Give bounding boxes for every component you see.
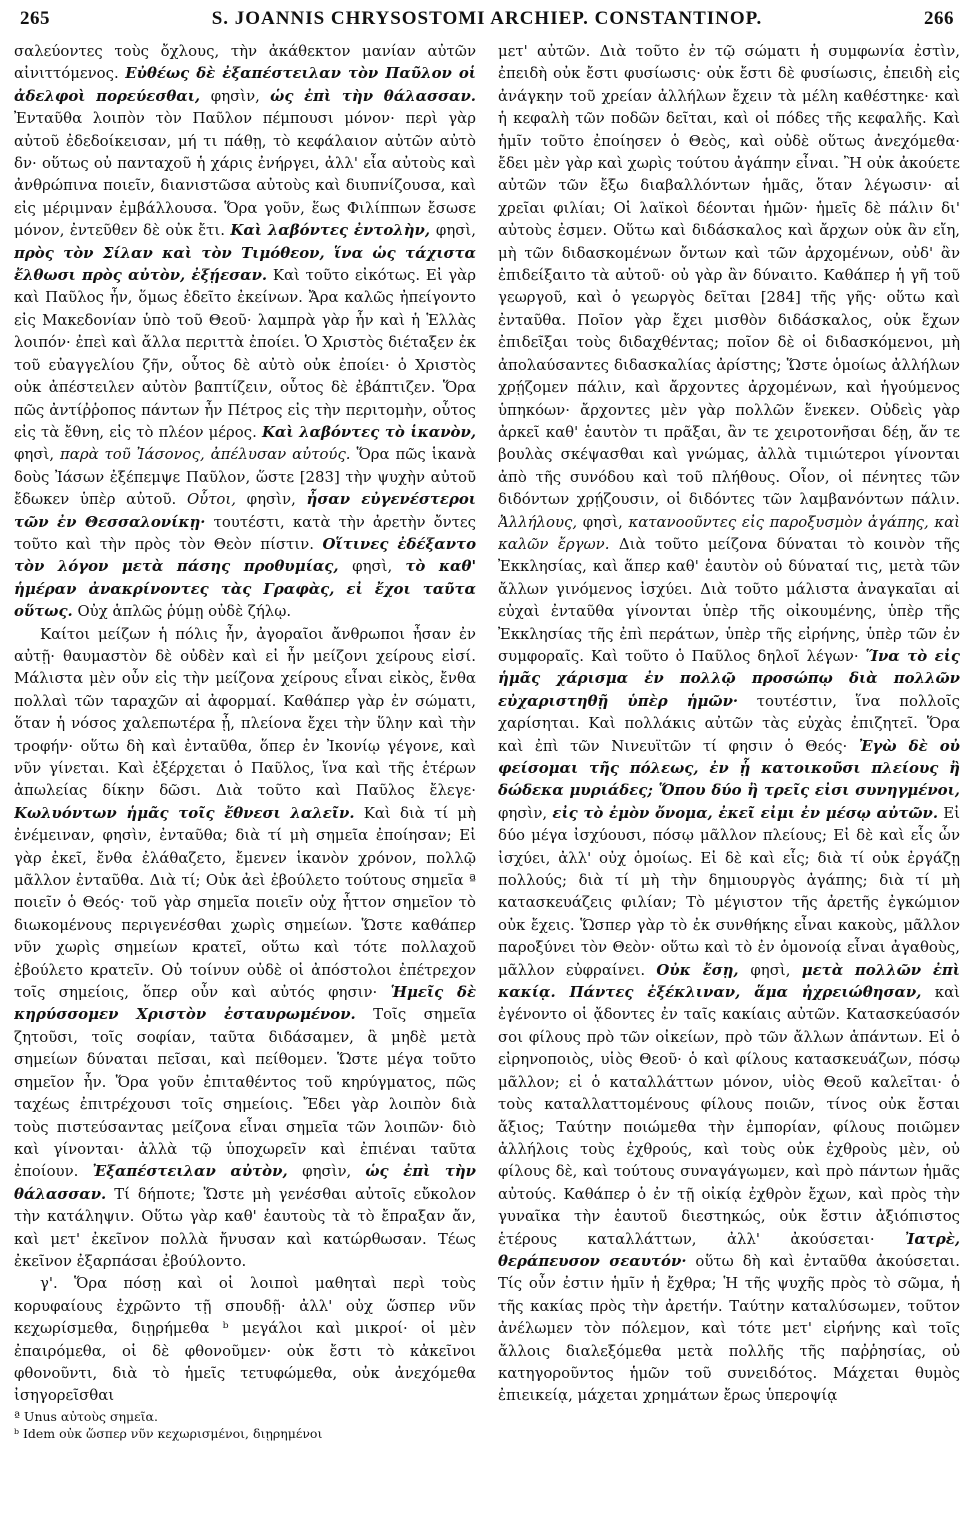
right-paragraph-1: μετ' αὐτῶν. Διὰ τοῦτο ἐν τῷ σώματι ἡ συμφωνία ἐστὶν, ἐπειδὴ οὐκ ἔστι φυσίωσις· οὐκ ἔστι δὲ φυσίωσις, ἐπειδὴ εἰς ἀνάγκην τοῦ χρείαν ἀλλήλων ἔχειν τὰ μέλη καθέστηκε· καὶ ἡ κεφαλὴ τῶν ποδῶν δεῖται, καὶ οἱ πόδες τῆς κεφαλῆς. Καὶ ἡμῖν τοῦτο ἐποίησεν ὁ Θεὸς, καὶ οὐδὲ οὕτως ἀνεχόμεθα· ἔδει μὲν γὰρ καὶ χωρὶς τούτου ἀγάπην εἶναι. Ἢ οὐκ ἀκούετε αὐτῶν τῶν ἔξω διαβαλλόντων ἡμᾶς, ὅταν λέγωσιν· αἱ χρεῖαι φιλίαι; Οἱ λαϊκοὶ δέονται ἡμῶν· ἡμεῖς δὲ πάλιν δι' αὐτοὺς ἐσμεν. Οὕτω καὶ διδάσκαλος καὶ ἄρχων οὐκ ἂν εἴη, μὴ τῶν διδασκομένων ὄντων καὶ τῶν ἀρχομένων, οὐδ' ἂν ἐπιδείξαιτο τὰ αὐτοῦ· οὐ γὰρ ἂν δύναιτο. Καθάπερ ἡ γῆ τοῦ γεωργοῦ, καὶ ὁ γεωργὸς δεῖται [284] τῆς γῆς· οὕτω καὶ ἐνταῦθα. Ποῖον γὰρ ἔχει μισθὸν διδάσκαλος, οὐκ ἔχων ἐπιδεῖξαι τοὺς διδαχθέντας; ποῖον δὲ οἱ διδασκόμενοι, μὴ ἀπολαύσαντες διδασκαλίας ἀρίστης; Ὥστε ὁμοίως ἀλλήλων χρῄζομεν πάλιν, καὶ ἄρχοντες ἀρχομένων, καὶ ἡγούμενος ὑπηκόων· ἄρχοντες μὲν γὰρ πολλῶν ἕνεκεν. Οὐδεὶς γὰρ ἀρκεῖ καθ' ἑαυτὸν τι πρᾶξαι, ἂν τε χειροτονῆσαι δέῃ, ἄν τε βουλὰς σκέψασθαι καὶ γνώμας, ἀλλὰ τιμιώτεροι γίνονται ἀπὸ τῆς συνόδου καὶ τοῦ πλήθους. Οἷον, οἱ πένητες τῶν διδόντων χρῄζουσιν, οἱ διδόντες τῶν λαμβανόντων πάλιν. Ἀλλήλους, φησὶ, κατανοοῦντες εἰς παροξυσμὸν ἀγάπης, καὶ καλῶν ἔργων. Διὰ τοῦτο μείζονα δύναται τὸ κοινὸν τῆς Ἐκκλησίας, καὶ ἅπερ καθ' ἑαυτὸν οὐ δύναταί τις, μετὰ τῶν ἄλλων γινόμενος ἰσχύει. Διὰ τοῦτο μάλιστα ἀναγκαῖαι αἱ εὐχαὶ ἐνταῦθα γίνονται ὑπὲρ τῆς οἰκουμένης, ὑπὲρ τῆς Ἐκκλησίας τῆς ἐπὶ περάτων, ὑπὲρ τῆς εἰρήνης, ὑπὲρ τῶν ἐν συμφοραῖς. Καὶ τοῦτο ὁ Παῦλος δηλοῖ λέγων· Ἵνα τὸ εἰς ἡμᾶς χάρισμα ἐν πολλῷ προσώπῳ διὰ πολλῶν εὐχαριστηθῇ ὑπὲρ ἡμῶν· τουτέστιν, ἵνα πολλοῖς χαρίσηται. Καὶ πολλάκις αὐτῶν τὰς εὐχὰς ἐπιζητεῖ. Ὅρα καὶ ἐπὶ τῶν Νινευϊτῶν τί φησιν ὁ Θεός· Ἐγὼ δὲ οὐ φείσομαι τῆς πόλεως, ἐν ᾗ κατοικοῦσι πλείους ἢ δώδεκα μυριάδες; Ὅπου δύο ἢ τρεῖς εἰσι συνηγμένοι, φησὶν, εἰς τὸ ἐμὸν ὄνομα, ἐκεῖ εἰμι ἐν μέσῳ αὐτῶν. Εἰ δύο μέγα ἰσχύουσι, πόσῳ μᾶλλον πλείους; Εἰ δὲ καὶ εἷς ὧν ἰσχύει, ἀλλ' οὐχ ὁμοίως. Εἰ δὲ καὶ εἷς; διὰ τί οὐκ ἐργάζῃ πολλούς; διὰ τί μὴ τὴν δημιουργὸς ἀγάπης; διὰ τί μὴ κατασκευάζεις φιλίαν; Τὸ μέγιστον τῆς ἀρετῆς ἐγκώμιον οὐκ ἔχεις. Ὥσπερ γὰρ τὸ ἐκ συνθήκης εἶναι κακοὺς, μᾶλλον παροξύνει τὸν Θεὸν· οὕτω καὶ τὸ ἐν ὁμονοίᾳ εἶναι ἀγαθοὺς, μᾶλλον εὐφραίνει. Οὐκ ἔσῃ, φησὶ, μετὰ πολλῶν ἐπὶ κακίᾳ. Πάντες ἐξέκλιναν, ἅμα ἠχρειώθησαν, καὶ ἐγένοντο οἱ ᾄδοντες ἐν ταῖς κακίαις αὐτῶν. Κατασκεύασόν σοι φίλους πρὸ τῶν οἰκείων, πρὸ τῶν ἄλλων ἁπάντων. Εἰ ὁ εἰρηνοποιὸς, υἱὸς Θεοῦ· ὁ καὶ φίλους κατασκευάζων, πόσῳ μᾶλλον; εἰ ὁ καταλλάττων μόνον, υἱὸς Θεοῦ καλεῖται· ὁ τοὺς καταλλαττομένους φίλους ποιῶν, τίνος οὐκ ἔσται ἄξιος; Ταύτην ποιώμεθα τὴν ἐμπορίαν, φίλους ποιῶμεν ἀλλήλοις τοὺς ἐχθρούς, καὶ τοὺς οὐκ ἐχθροὺς μὲν, οὐ φίλους δὲ, καὶ τούτους συναγάγωμεν, καὶ πρὸ πάντων ἡμᾶς αὐτούς. Καθάπερ ὁ ἐν τῇ οἰκίᾳ ἐχθρὸν ἔχων, καὶ πρὸς τὴν γυναῖκα τὴν ἑαυτοῦ διεστηκώς, οὐκ ἔστιν ἀξιόπιστος ἑτέρους καταλλάττων, ἀλλ' ἀκούσεται· Ἰατρὲ, θεράπευσον σεαυτόν· οὕτω δὴ καὶ ἐνταῦθα ἀκούσεται. Τίς οὖν ἐστιν ἡμῖν ἡ ἔχθρα; Ἡ τῆς ψυχῆς πρὸς τὸ σῶμα, ἡ τῆς κακίας πρὸς τὴν ἀρετήν. Ταύτην καταλύσωμεν, τοῦτον ἀνέλωμεν τὸν πόλεμον, καὶ τότε μετ' εἰρήνης καὶ τοῖς ἄλλοις διαλεξόμεθα μετὰ πολλῆς τῆς παῤῥησίας, οὐ κατηγοροῦντος ἡμῶν τοῦ συνειδότος. Μάχεται θυμὸς ἐπιεικείᾳ, μάχεται χρημάτων ἔρως ὑπεροψίᾳ bbox=[498, 42, 960, 1405]
right-column bbox=[498, 40, 960, 1535]
left-column bbox=[14, 40, 476, 1535]
footnote-b: ᵇ Idem οὐκ ὥσπερ νῦν κεχωρισμένοι, διῃρημένοι bbox=[14, 1425, 323, 1441]
footnotes bbox=[14, 1408, 476, 1442]
left-page-number: 265 bbox=[20, 8, 50, 29]
left-paragraph-1: σαλεύοντες τοὺς ὄχλους, τὴν ἀκάθεκτον μανίαν αὐτῶν αἰνιττόμενος. Εὐθέως δὲ ἐξαπέστειλαν τὸν Παῦλον οἱ ἀδελφοὶ πορεύεσθαι, φησὶν, ὡς ἐπὶ τὴν θάλασσαν. Ἐνταῦθα λοιπὸν τὸν Παῦλον πέμπουσι μόνον· περὶ γὰρ αὐτοῦ ἐδεδοίκεισαν, μή τι πάθῃ, τὸ κεφάλαιον αὐτῶν αὐτὸ δν· οὕτως οὐ πανταχοῦ ἡ χάρις ἐνήργει, ἀλλ' εἶα αὐτοὺς καὶ ἀνθρώπινα ποιεῖν, διανιστῶσα αὐτοὺς καὶ διυπνίζουσα, καὶ εἰς μέριμναν ἐμβάλλουσα. Ὅρα γοῦν, ἕως Φιλίππων ἔσωσε μόνον, ἐντεῦθεν δὲ οὐκ ἔτι. Καὶ λαβόντες ἐντολὴν, φησὶ, πρὸς τὸν Σίλαν καὶ τὸν Τιμόθεον, ἵνα ὡς τάχιστα ἔλθωσι πρὸς αὐτὸν, ἐξῄεσαν. Καὶ τοῦτο εἰκότως. Εἰ γὰρ καὶ Παῦλος ἦν, ὅμως ἐδεῖτο ἐκείνων. Ἄρα καλῶς ἠπείγοντο εἰς Μακεδονίαν ὑπὸ τοῦ Θεοῦ· λαμπρὰ γὰρ ἦν καὶ ἡ Ἑλλὰς λοιπόν· ἐπεὶ καὶ ἄλλα περιττὰ ἐποίει. Ὁ Χριστὸς διέταξεν ἐκ τοῦ εὐαγγελίου ζῆν, οὗτος δὲ αὐτὸ οὐκ ἐποίει· ὁ Χριστὸς οὐκ ἀπέστειλεν αὐτὸν βαπτίζειν, οὗτος δὲ ἐβάπτιζεν. Ὅρα πῶς ἀντίῤῥοπος πάντων ἦν Πέτρος εἰς τὴν περιτομὴν, οὗτος εἰς τὰ ἔθνη, εἰς τὸ πλέον μέρος. Καὶ λαβόντες τὸ ἱκανὸν, φησὶ, παρὰ τοῦ Ἰάσονος, ἀπέλυσαν αὐτούς. Ὅρα πῶς ἱκανὰ δοὺς Ἰάσων ἐξέπεμψε Παῦλον, ὥστε [283] τὴν ψυχὴν αὐτοῦ ἔδωκεν ὑπὲρ αὐτοῦ. Οὗτοι, φησὶν, ἦσαν εὐγενέστεροι τῶν ἐν Θεσσαλονίκῃ· τουτέστι, κατὰ τὴν ἀρετὴν ὄντες τοῦτο καὶ τὴν πρὸς τὸν Θεὸν πίστιν. Οἵτινες ἐδέξαντο τὸν λόγον μετὰ πάσης προθυμίας, φησὶ, τὸ καθ' ἡμέραν ἀνακρίνοντες τὰς Γραφὰς, εἰ ἔχοι ταῦτα οὕτως. Οὐχ ἁπλῶς ῥύμῃ οὐδὲ ζήλῳ. bbox=[14, 42, 476, 621]
right-page-number: 266 bbox=[924, 8, 954, 29]
running-head bbox=[14, 8, 960, 38]
text-columns bbox=[14, 40, 960, 1535]
running-title: S. JOANNIS CHRYSOSTOMI ARCHIEP. CONSTANTINOP. bbox=[211, 8, 763, 29]
footnote-a: ª Unus αὐτοὺς σημεῖα. bbox=[14, 1408, 158, 1424]
left-paragraph-2: Καίτοι μείζων ἡ πόλις ἦν, ἀγοραῖοι ἄνθρωποι ἦσαν ἐν αὐτῇ· θαυμαστὸν δὲ οὐδὲν καὶ εἰ ἦν μείζονι χείρους εἰσί. Μάλιστα μὲν οὖν εἰς τὴν μείζονα χείρους εἶναι εἰκὸς, ἔνθα πολλαὶ τῶν ταραχῶν αἱ ἀφορμαί. Καθάπερ γὰρ ἐν σώματι, ὅταν ἡ νόσος χαλεπωτέρα ᾖ, πλείονα ἔχει τὴν ὕλην καὶ τὴν τροφήν· οὕτω δὴ καὶ ἐνταῦθα, ὅπερ ἐν Ἰκονίῳ γέγονε, καὶ νῦν γίνεται. Καὶ ἐξέρχεται ὁ Παῦλος, ἵνα καὶ τῆς ἑτέρων ἀπωλείας δίκην δῶσι. Διὰ τοῦτο καὶ Παῦλος ἔλεγε· Κωλυόντων ἡμᾶς τοῖς ἔθνεσι λαλεῖν. Καὶ διὰ τί μὴ ἐνέμειναν, φησὶν, ἐνταῦθα; διὰ τί μὴ σημεῖα ἐποίησαν; Εἰ γὰρ ἐκεῖ, ἔνθα ἐλάθαζετο, ἔμενεν ἱκανὸν χρόνον, πολλῷ μᾶλλον ἐνταῦθα. Διὰ τί; Οὐκ ἀεὶ ἐβούλετο τούτους σημεῖα ª ποιεῖν ὁ Θεός· τοῦ γὰρ σημεῖα ποιεῖν οὐχ ἧττον σημεῖον τὸ διωκομένους περιγενέσθαι χωρὶς σημείων. Ὥστε καθάπερ νῦν χωρὶς σημείων κρατεῖ, οὕτω καὶ τότε πολλαχοῦ ἐβούλετο κρατεῖν. Οὐ τοίνυν οὐδὲ οἱ ἀπόστολοι ἐπέτρεχον τοῖς σημείοις, ὅπερ οὖν καὶ αὐτός φησιν· Ἡμεῖς δὲ κηρύσσομεν Χριστὸν ἐσταυρωμένον. Τοῖς σημεῖα ζητοῦσι, τοῖς σοφίαν, ταῦτα διδάσαμεν, ἃ μηδὲ μετὰ σημείων δύναται πεῖσαι, καὶ πείθομεν. Ὥστε μέγα τοῦτο σημεῖον ἦν. Ὅρα γοῦν ἐπιταθέντος τοῦ κηρύγματος, πῶς ταχέως ἐπιτρέχουσι τοῖς σημείοις. Ἔδει γὰρ λοιπὸν διὰ τοὺς πιστεύσαντας μείζονα εἶναι σημεῖα τῶν λοιπῶν· διὸ καὶ γίνονται· ἀλλὰ τῷ ὑποχωρεῖν καὶ ἐπιέναι ταῦτα ἐποίουν. Ἐξαπέστειλαν αὐτὸν, φησὶν, ὡς ἐπὶ τὴν θάλασσαν. Τί δήποτε; Ὥστε μὴ γενέσθαι αὐτοῖς εὔκολον τὴν κατάληψιν. Οὕτω γὰρ καθ' ἑαυτοὺς τὰ τὸ ἔπραξαν ἄν, καὶ μετ' ἐκεῖνον πολλὰ ἤνυσαν καὶ κατώρθωσαν. Τέως ἐκεῖνον ἐξαρπάσαι ἐβούλοντο. bbox=[14, 624, 476, 1270]
left-paragraph-3: γ'. Ὅρα πόσῃ καὶ οἱ λοιποὶ μαθηταὶ περὶ τοὺς κορυφαίους ἐχρῶντο τῇ σπουδῇ· ἀλλ' οὐχ ὥσπερ νῦν κεχωρίσμεθα, διῃρήμεθα ᵇ μεγάλοι καὶ μικροί· οἱ μὲν ἐπαιρόμεθα, οἱ δὲ φθονοῦμεν· οὐκ ἔστι τὸ κἀκεῖνοι φθονοῦντι, διὰ τὸ ἡμεῖς τετυφώμεθα, οὐκ ἀνεχόμεθα ἰσηγορεῖσθαι bbox=[14, 1274, 476, 1405]
